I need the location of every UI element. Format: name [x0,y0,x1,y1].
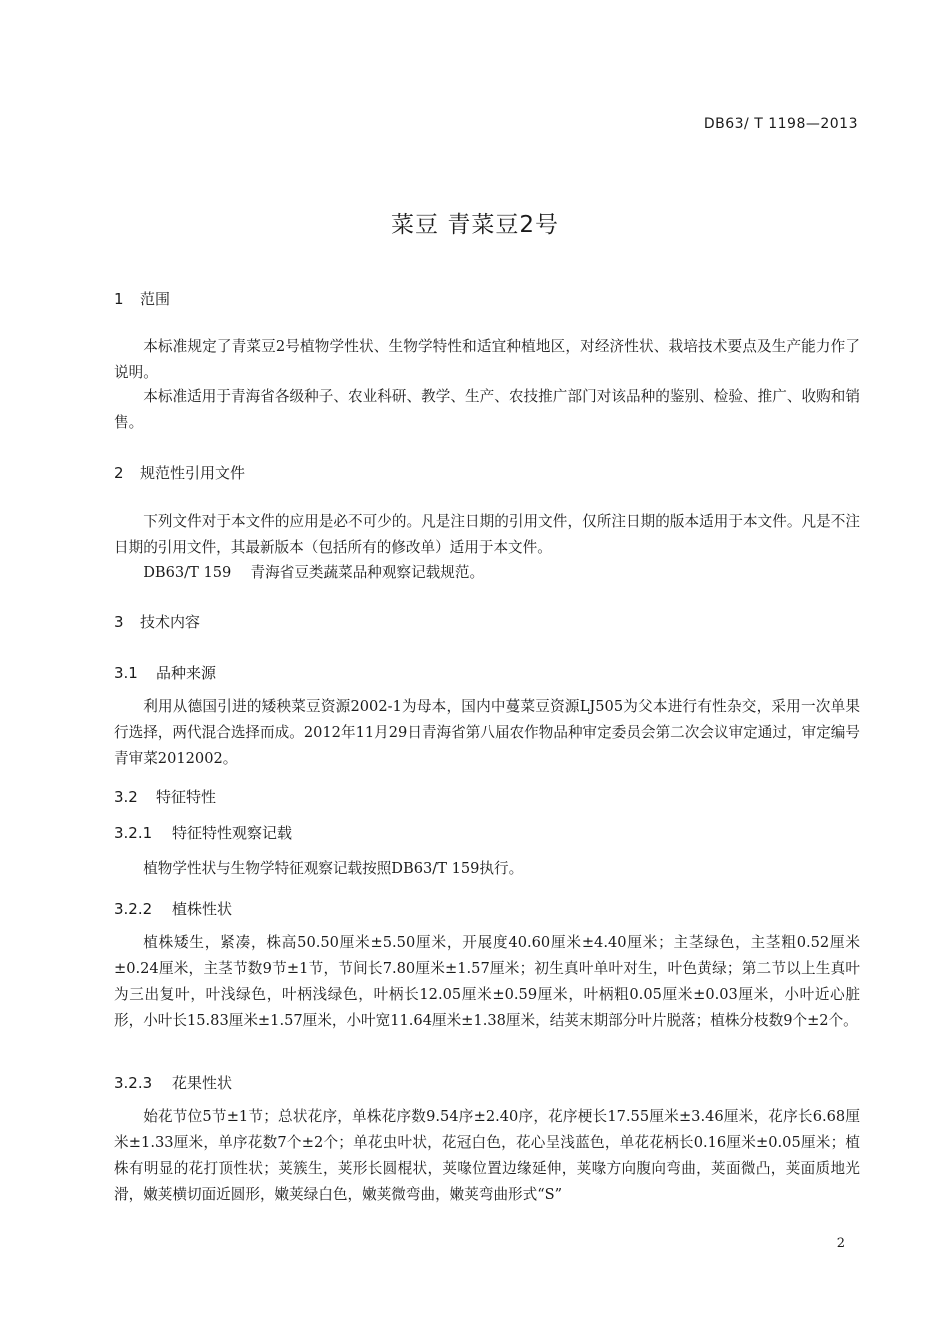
section-3-2-heading [114,786,216,807]
section-3-2-1-heading [114,822,292,843]
section-number: 3.2.1 [114,824,153,842]
section-title: 规范性引用文件 [140,464,246,482]
section-3-2-3-paragraph: 始花节位5节±1节；总状花序，单株花序数9.54序±2.40序，花序梗长17.55厘米±3.46厘米，花序长6.68厘米±1.33厘米，单序花数7个±2个；单花虫叶状，花冠白色，花心呈浅蓝色，单花花柄长0.16厘米±0.05厘米；植株有明显的花打顶性状；荚簇生，荚形长圆棍状，荚喙位置边缘延伸，荚喙方向腹向弯曲，荚面微凸，荚面质地光滑，嫩荚横切面近圆形，嫩荚绿白色，嫩荚微弯曲，嫩荚弯曲形式“S” [114,1108,860,1203]
section-3-2-1-paragraph: 植物学性状与生物学特征观察记载按照DB63/T 159执行。 [143,860,524,877]
section-3-heading [114,611,200,632]
section-3-1-paragraph: 利用从德国引进的矮秧菜豆资源2002-1为母本，国内中蔓菜豆资源LJ505为父本进行有性杂交，采用一次单果行选择，两代混合选择而成。2012年11月29日青海省第八届农作物品种审定委员会第二次会议审定通过，审定编号青审菜2012002。 [114,698,860,767]
section-number: 3.1 [114,664,138,682]
standard-code: DB63/ T 1198—2013 [703,116,858,132]
section-title: 范围 [140,290,171,308]
section-title: 品种来源 [156,664,217,682]
section-1-paragraph-2: 本标准适用于青海省各级种子、农业科研、教学、生产、农技推广部门对该品种的鉴别、检验、推广、收购和销售。 [114,388,860,431]
section-3-1-heading [114,662,216,683]
section-number: 3.2.3 [114,1074,153,1092]
section-number: 3 [114,613,124,631]
section-title: 特征特性观察记载 [172,824,293,842]
section-2-reference: DB63/T 159 青海省豆类蔬菜品种观察记载规范。 [143,564,485,581]
section-title: 特征特性 [156,788,217,806]
section-title: 植株性状 [172,900,233,918]
section-1-heading [114,288,170,309]
page-number: 2 [836,1236,845,1251]
section-3-2-2-paragraph: 植株矮生，紧凑，株高50.50厘米±5.50厘米，开展度40.60厘米±4.40厘米；主茎绿色，主茎粗0.52厘米±0.24厘米，主茎节数9节±1节，节间长7.80厘米±1.57厘米；初生真叶单叶对生，叶色黄绿；第二节以上生真叶为三出复叶，叶浅绿色，叶柄浅绿色，叶柄长12.05厘米±0.59厘米，叶柄粗0.05厘米±0.03厘米，小叶近心脏形，小叶长15.83厘米±1.57厘米，小叶宽11.64厘米±1.38厘米，结荚末期部分叶片脱落；植株分枝数9个±2个。 [114,934,860,1029]
section-number: 2 [114,464,124,482]
document-title: 菜豆 青菜豆2号 [391,212,559,238]
section-number: 3.2.2 [114,900,153,918]
section-2-heading [114,462,245,483]
section-3-2-2-heading [114,898,232,919]
section-number: 3.2 [114,788,138,806]
section-title: 技术内容 [140,613,201,631]
section-1-paragraph-1: 本标准规定了青菜豆2号植物学性状、生物学特性和适宜种植地区，对经济性状、栽培技术要点及生产能力作了说明。 [114,338,860,381]
section-number: 1 [114,290,124,308]
section-3-2-3-heading [114,1072,232,1093]
section-title: 花果性状 [172,1074,233,1092]
section-2-paragraph-1: 下列文件对于本文件的应用是必不可少的。凡是注日期的引用文件，仅所注日期的版本适用于本文件。凡是不注日期的引用文件，其最新版本（包括所有的修改单）适用于本文件。 [114,513,860,556]
